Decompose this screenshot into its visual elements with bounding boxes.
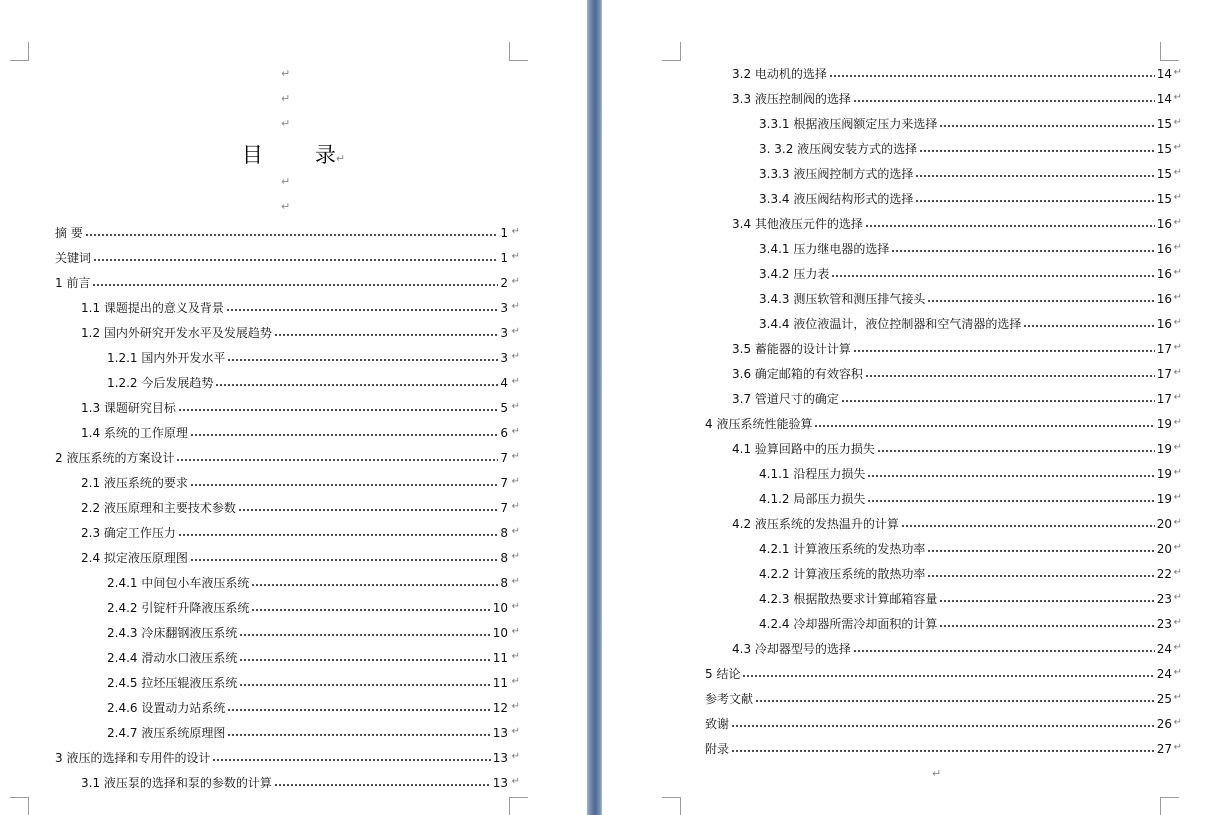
toc-entry-label: 3.3.1 根据液压阀额定压力来选择 [759,117,938,131]
paragraph-mark: ↵ [511,776,520,787]
right-page [602,0,1219,815]
toc-dot-leader [901,525,1155,527]
toc-dot-leader [93,259,498,261]
toc-entry-label: 4 液压系统性能验算 [705,417,813,431]
paragraph-mark: ↵ [1173,167,1182,178]
paragraph-mark: ↵ [1173,542,1182,553]
toc-dot-leader [939,625,1154,627]
toc-entry[interactable] [602,261,1182,286]
paragraph-mark: ↵ [511,351,520,362]
toc-entry-label: 3.2 电动机的选择 [732,67,827,81]
toc-dot-leader [212,759,490,761]
toc-page-number: 8 [500,550,508,565]
toc-entry[interactable] [602,286,1182,311]
margin-corner-top-left [662,42,681,61]
toc-entry-label: 3.4 其他液压元件的选择 [732,217,863,231]
paragraph-mark: ↵ [932,767,942,780]
toc-page-number: 11 [492,675,508,690]
toc-entry-label: 4.2 液压系统的发热温升的计算 [732,517,899,531]
paragraph-mark: ↵ [1173,567,1182,578]
paragraph-mark: ↵ [1173,267,1182,278]
paragraph-mark: ↵ [1173,467,1182,478]
toc-page-number: 10 [492,625,508,640]
paragraph-mark: ↵ [511,526,520,537]
toc-page-number: 15 [1156,166,1172,181]
toc-entry-label: 1.4 系统的工作原理 [81,426,188,440]
toc-page-number: 16 [1156,216,1172,231]
toc-entry[interactable] [602,86,1182,111]
toc-entry[interactable] [602,236,1182,261]
toc-page-number: 3 [500,350,508,365]
toc-page-number: 23 [1156,591,1172,606]
toc-dot-leader [178,409,498,411]
toc-entry[interactable] [0,470,520,495]
toc-page-number: 1 [500,225,508,240]
paragraph-mark: ↵ [1173,217,1182,228]
toc-page-number: 25 [1156,691,1172,706]
toc-entry-label: 3.4.1 压力继电器的选择 [759,242,890,256]
toc-dot-leader [853,350,1155,352]
toc-entry[interactable] [602,336,1182,361]
toc-entry-label: 3.3.3 液压阀控制方式的选择 [759,167,914,181]
toc-entry-label: 1.2 国内外研究开发水平及发展趋势 [81,326,272,340]
paragraph-mark: ↵ [511,251,520,262]
toc-entry-label: 3.3 液压控制阀的选择 [732,92,851,106]
margin-corner-bottom-right [1160,797,1179,815]
toc-entry[interactable] [0,645,520,670]
toc-entry-label: 4.1.2 局部压力损失 [759,492,866,506]
toc-entry-label: 2.4.2 引锭杆升降液压系统 [107,601,250,615]
toc-list-right [602,61,1182,761]
margin-corner-bottom-left [10,797,29,815]
paragraph-mark: ↵ [1173,367,1182,378]
toc-dot-leader [1023,325,1154,327]
toc-page-number: 6 [500,425,508,440]
toc-entry-label: 2.4.4 滑动水口液压系统 [107,651,238,665]
toc-entry[interactable] [602,711,1182,736]
toc-entry-label: 1.2.1 国内外开发水平 [107,351,226,365]
toc-dot-leader [853,650,1155,652]
toc-entry[interactable] [0,520,520,545]
paragraph-mark: ↵ [1173,617,1182,628]
toc-dot-leader [239,684,490,686]
paragraph-mark: ↵ [1173,392,1182,403]
toc-entry[interactable] [602,136,1182,161]
toc-dot-leader [227,734,490,736]
paragraph-mark: ↵ [1173,192,1182,203]
toc-entry[interactable] [0,220,520,245]
toc-page-number: 15 [1156,191,1172,206]
toc-entry-label: 4.3 冷却器型号的选择 [732,642,851,656]
toc-page-number: 16 [1156,316,1172,331]
toc-entry-label: 1 前言 [55,276,91,290]
paragraph-mark: ↵ [511,226,520,237]
toc-entry[interactable] [0,270,520,295]
paragraph-mark: ↵ [1173,292,1182,303]
toc-dot-leader [814,425,1154,427]
toc-title-char: 录 [314,143,336,167]
left-page [0,0,587,815]
toc-dot-leader [239,659,490,661]
toc-page-number: 16 [1156,291,1172,306]
paragraph-mark: ↵ [1173,342,1182,353]
margin-corner-bottom-right [509,797,528,815]
paragraph-mark: ↵ [281,200,291,213]
toc-entry-label: 致谢 [705,717,730,731]
paragraph-mark: ↵ [1173,492,1182,503]
toc-page-number: 8 [500,575,508,590]
toc-entry[interactable] [0,320,520,345]
paragraph-mark: ↵ [511,701,520,712]
paragraph-mark: ↵ [511,326,520,337]
toc-dot-leader [190,434,498,436]
toc-dot-leader [251,609,490,611]
toc-entry-label: 1.2.2 今后发展趋势 [107,376,214,390]
paragraph-mark: ↵ [1173,692,1182,703]
toc-entry[interactable] [0,695,520,720]
paragraph-mark: ↵ [1173,717,1182,728]
toc-entry[interactable] [602,636,1182,661]
toc-entry-label: 3.6 确定邮箱的有效容积 [732,367,863,381]
toc-entry[interactable] [602,161,1182,186]
toc-page-number: 7 [500,500,508,515]
toc-entry[interactable] [0,770,520,795]
toc-dot-leader [919,150,1155,152]
toc-page-number: 12 [492,700,508,715]
toc-page-number: 2 [500,275,508,290]
paragraph-mark: ↵ [335,152,346,165]
toc-entry-label: 3.3.4 液压阀结构形式的选择 [759,192,914,206]
toc-entry[interactable] [602,661,1182,686]
paragraph-mark: ↵ [511,676,520,687]
toc-page-number: 1 [500,250,508,265]
toc-entry[interactable] [602,411,1182,436]
toc-page-number: 14 [1156,66,1172,81]
toc-dot-leader [226,309,498,311]
paragraph-mark: ↵ [1173,67,1182,78]
toc-dot-leader [227,709,490,711]
paragraph-mark: ↵ [1173,642,1182,653]
margin-corner-top-left [10,42,29,61]
toc-page-number: 8 [500,525,508,540]
toc-dot-leader [915,200,1154,202]
toc-page-number: 19 [1156,466,1172,481]
toc-entry-label: 2.4.3 冷床翻钢液压系统 [107,626,238,640]
toc-entry[interactable] [0,420,520,445]
toc-entry-label: 3.1 液压泵的选择和泵的参数的计算 [81,776,272,790]
toc-dot-leader [731,725,1155,727]
toc-page-number: 13 [492,775,508,790]
toc-dot-leader [927,575,1154,577]
toc-entry-label: 4.2.4 冷却器所需冷却面积的计算 [759,617,938,631]
toc-entry-label: 附录 [705,742,730,756]
toc-dot-leader [877,450,1155,452]
toc-entry-label: 1.1 课题提出的意义及背景 [81,301,224,315]
toc-entry-label: 摘 要 [55,226,83,240]
toc-entry[interactable] [602,311,1182,336]
paragraph-mark: ↵ [511,601,520,612]
toc-entry[interactable] [602,461,1182,486]
page-gutter [587,0,602,815]
toc-dot-leader [865,225,1155,227]
toc-entry[interactable] [0,745,520,770]
toc-entry-label: 2.4.1 中间包小车液压系统 [107,576,250,590]
toc-dot-leader [927,550,1154,552]
toc-dot-leader [853,100,1155,102]
toc-entry[interactable] [0,395,520,420]
toc-dot-leader [939,600,1154,602]
toc-title-char: 目 [241,143,263,167]
toc-entry[interactable] [602,436,1182,461]
toc-entry[interactable] [0,295,520,320]
toc-entry-label: 3.4.2 压力表 [759,267,830,281]
toc-entry-label: 4.2.1 计算液压系统的发热功率 [759,542,926,556]
toc-entry[interactable] [602,211,1182,236]
toc-entry[interactable] [0,570,520,595]
toc-dot-leader [92,284,498,286]
toc-entry-label: 4.1.1 沿程压力损失 [759,467,866,481]
toc-dot-leader [251,584,498,586]
toc-page-number: 24 [1156,641,1172,656]
toc-page-number: 22 [1156,566,1172,581]
toc-entry[interactable] [0,445,520,470]
toc-entry[interactable] [0,670,520,695]
toc-entry-label: 2.4.7 液压系统原理图 [107,726,226,740]
paragraph-mark: ↵ [511,301,520,312]
toc-list-left [0,220,520,795]
toc-page-number: 27 [1156,741,1172,756]
toc-entry-label: 4.2.2 计算液压系统的散热功率 [759,567,926,581]
toc-page-number: 10 [492,600,508,615]
toc-dot-leader [867,500,1154,502]
paragraph-mark: ↵ [511,626,520,637]
margin-corner-top-right [509,42,528,61]
toc-dot-leader [755,700,1155,702]
toc-dot-leader [190,484,498,486]
toc-entry[interactable] [0,370,520,395]
paragraph-mark: ↵ [511,476,520,487]
toc-entry-label: 2.3 确定工作压力 [81,526,176,540]
paragraph-mark: ↵ [511,726,520,737]
toc-dot-leader [731,750,1155,752]
paragraph-mark: ↵ [511,501,520,512]
toc-dot-leader [274,334,498,336]
toc-dot-leader [927,300,1154,302]
paragraph-mark: ↵ [1173,117,1182,128]
toc-entry-label: 5 结论 [705,667,741,681]
paragraph-mark: ↵ [511,376,520,387]
toc-entry-label: 4.1 验算回路中的压力损失 [732,442,875,456]
toc-entry-label: 参考文献 [705,692,754,706]
toc-page-number: 17 [1156,341,1172,356]
toc-entry[interactable] [0,345,520,370]
toc-entry-label: 1.3 课题研究目标 [81,401,176,415]
paragraph-mark: ↵ [511,651,520,662]
toc-entry[interactable] [602,111,1182,136]
paragraph-mark: ↵ [1173,142,1182,153]
toc-page-number: 16 [1156,241,1172,256]
paragraph-mark: ↵ [511,576,520,587]
toc-page-number: 13 [492,750,508,765]
margin-corner-top-right [1160,42,1179,61]
toc-entry[interactable] [602,536,1182,561]
toc-dot-leader [829,75,1155,77]
toc-entry[interactable] [602,586,1182,611]
margin-corner-bottom-left [662,797,681,815]
toc-page-number: 11 [492,650,508,665]
toc-entry-label: 3. 3.2 液压阀安装方式的选择 [759,142,918,156]
toc-dot-leader [227,359,498,361]
toc-title [0,140,587,170]
paragraph-mark: ↵ [511,451,520,462]
toc-entry[interactable] [0,595,520,620]
toc-entry-label: 3.5 蓄能器的设计计算 [732,342,851,356]
toc-dot-leader [215,384,498,386]
paragraph-mark: ↵ [1173,667,1182,678]
toc-entry[interactable] [0,245,520,270]
toc-dot-leader [915,175,1154,177]
paragraph-mark: ↵ [281,67,291,80]
toc-dot-leader [178,534,498,536]
toc-entry-label: 2.2 液压原理和主要技术参数 [81,501,236,515]
toc-entry[interactable] [602,561,1182,586]
paragraph-mark: ↵ [1173,242,1182,253]
toc-entry[interactable] [602,511,1182,536]
paragraph-mark: ↵ [1173,742,1182,753]
toc-page-number: 20 [1156,541,1172,556]
toc-page-number: 15 [1156,116,1172,131]
toc-entry[interactable] [0,545,520,570]
toc-entry-label: 2.1 液压系统的要求 [81,476,188,490]
toc-page-number: 15 [1156,141,1172,156]
toc-page-number: 24 [1156,666,1172,681]
toc-page-number: 4 [500,375,508,390]
toc-entry-label: 3.4.4 液位液温计，液位控制器和空气清器的选择 [759,317,1022,331]
toc-page-number: 19 [1156,441,1172,456]
toc-entry[interactable] [602,186,1182,211]
paragraph-mark: ↵ [511,401,520,412]
toc-page-number: 17 [1156,366,1172,381]
toc-entry[interactable] [0,720,520,745]
toc-entry-label: 2.4 拟定液压原理图 [81,551,188,565]
toc-dot-leader [867,475,1154,477]
toc-dot-leader [939,125,1154,127]
toc-page-number: 7 [500,475,508,490]
toc-dot-leader [742,675,1154,677]
toc-page-number: 23 [1156,616,1172,631]
paragraph-mark: ↵ [1173,317,1182,328]
toc-entry-label: 4.2.3 根据散热要求计算邮箱容量 [759,592,938,606]
toc-entry-label: 关键词 [55,251,92,265]
toc-entry[interactable] [602,61,1182,86]
toc-page-number: 26 [1156,716,1172,731]
toc-dot-leader [238,509,498,511]
toc-page-number: 7 [500,450,508,465]
toc-page-number: 19 [1156,491,1172,506]
paragraph-mark: ↵ [281,92,291,105]
toc-page-number: 20 [1156,516,1172,531]
paragraph-mark: ↵ [1173,517,1182,528]
paragraph-mark: ↵ [511,551,520,562]
toc-entry[interactable] [602,361,1182,386]
toc-entry-label: 3 液压的选择和专用件的设计 [55,751,211,765]
toc-page-number: 3 [500,300,508,315]
toc-dot-leader [865,375,1155,377]
paragraph-mark: ↵ [281,117,291,130]
toc-page-number: 19 [1156,416,1172,431]
toc-entry[interactable] [602,386,1182,411]
paragraph-mark: ↵ [511,751,520,762]
toc-dot-leader [891,250,1154,252]
toc-entry-label: 3.7 管道尺寸的确定 [732,392,839,406]
toc-page-number: 3 [500,325,508,340]
paragraph-mark: ↵ [1173,442,1182,453]
paragraph-mark: ↵ [1173,592,1182,603]
toc-entry[interactable] [602,486,1182,511]
paragraph-mark: ↵ [511,276,520,287]
paragraph-mark: ↵ [1173,92,1182,103]
toc-page-number: 16 [1156,266,1172,281]
toc-dot-leader [85,234,499,236]
toc-page-number: 17 [1156,391,1172,406]
paragraph-mark: ↵ [281,175,291,188]
toc-dot-leader [176,459,498,461]
toc-entry-label: 2 液压系统的方案设计 [55,451,175,465]
toc-entry[interactable] [602,611,1182,636]
toc-dot-leader [841,400,1155,402]
toc-entry[interactable] [602,686,1182,711]
toc-entry-label: 2.4.6 设置动力站系统 [107,701,226,715]
toc-entry-label: 3.4.3 测压软管和测压排气接头 [759,292,926,306]
toc-entry[interactable] [602,736,1182,761]
toc-page-number: 13 [492,725,508,740]
toc-dot-leader [190,559,498,561]
paragraph-mark: ↵ [511,426,520,437]
toc-entry-label: 2.4.5 拉坯压辊液压系统 [107,676,238,690]
toc-page-number: 14 [1156,91,1172,106]
toc-dot-leader [239,634,490,636]
toc-entry[interactable] [0,495,520,520]
toc-dot-leader [831,275,1154,277]
paragraph-mark: ↵ [1173,417,1182,428]
toc-entry[interactable] [0,620,520,645]
toc-page-number: 5 [500,400,508,415]
toc-dot-leader [274,784,491,786]
